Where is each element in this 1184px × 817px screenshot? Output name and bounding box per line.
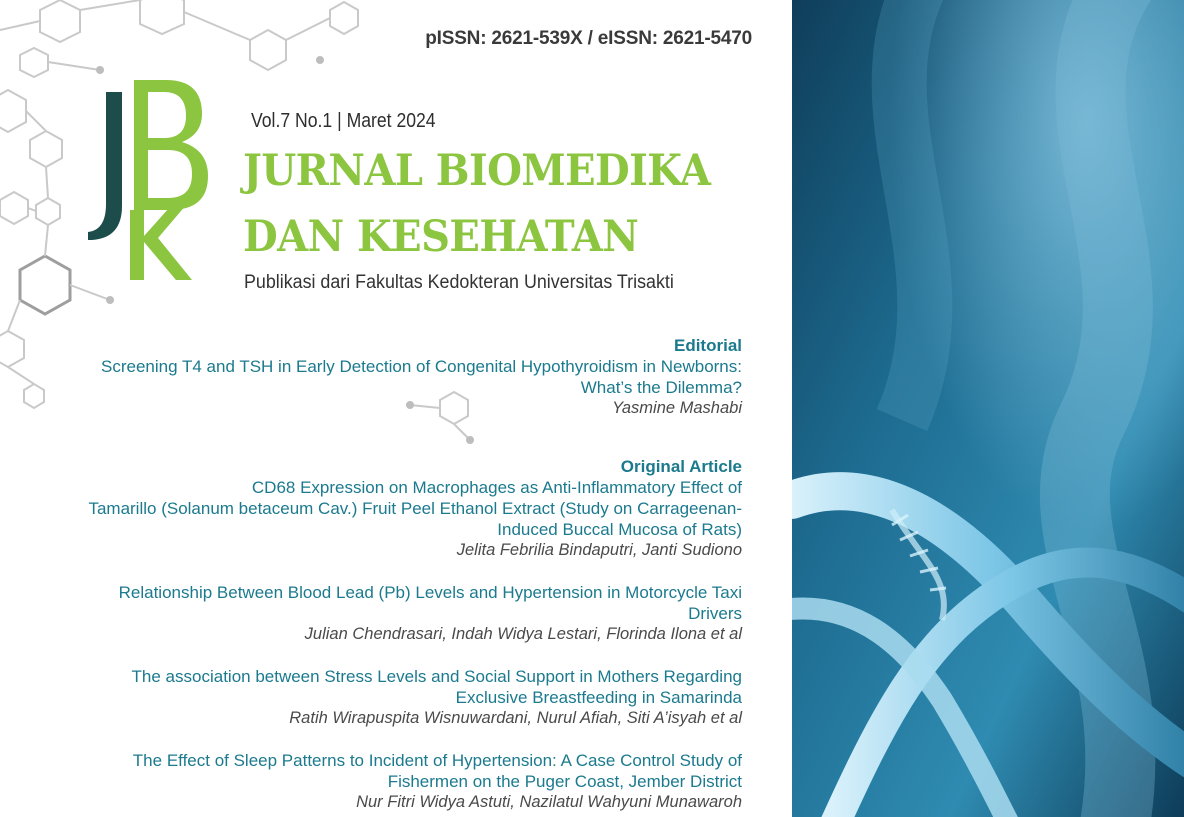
article-entry[interactable] xyxy=(40,477,742,561)
article-title[interactable]: Drivers xyxy=(688,604,742,623)
article-title[interactable]: Exclusive Breastfeeding in Samarinda xyxy=(455,688,742,707)
article-title[interactable]: What’s the Dilemma? xyxy=(580,378,742,397)
dna-helix-image xyxy=(792,0,1184,817)
publisher-line: Publikasi dari Fakultas Kedokteran Universitas Trisakti xyxy=(244,272,674,293)
article-title[interactable]: Relationship Between Blood Lead (Pb) Levels and Hypertension in Motorcycle Taxi xyxy=(118,583,742,602)
toc-editorial xyxy=(40,335,742,440)
section-label-original-article: Original Article xyxy=(620,457,742,476)
journal-title-line2: DAN KESEHATAN xyxy=(243,212,639,262)
article-title[interactable]: Induced Buccal Mucosa of Rats) xyxy=(497,520,742,539)
issn-number: pISSN: 2621-539X / eISSN: 2621-5470 xyxy=(425,28,752,49)
article-authors: Nur Fitri Widya Astuti, Nazilatul Wahyuni Munawaroh xyxy=(356,793,742,811)
article-authors: Yasmine Mashabi xyxy=(612,399,742,417)
article-title[interactable]: CD68 Expression on Macrophages as Anti-Inflammatory Effect of xyxy=(251,478,742,497)
article-title[interactable]: The Effect of Sleep Patterns to Incident of Hypertension: A Case Control Study of xyxy=(132,751,742,770)
article-title[interactable]: The association between Stress Levels and Social Support in Mothers Regarding xyxy=(131,667,742,686)
article-title[interactable]: Tamarillo (Solanum betaceum Cav.) Fruit Peel Ethanol Extract (Study on Carrageenan- xyxy=(88,499,742,518)
article-entry[interactable] xyxy=(40,666,742,729)
article-entry[interactable] xyxy=(40,750,742,813)
article-authors: Jelita Febrilia Bindaputri, Janti Sudiono xyxy=(456,541,742,559)
article-authors: Ratih Wirapuspita Wisnuwardani, Nurul Afiah, Siti A’isyah et al xyxy=(289,709,742,727)
journal-title-line1: JURNAL BIOMEDIKA xyxy=(243,146,711,196)
article-title[interactable]: Screening T4 and TSH in Early Detection of Congenital Hypothyroidism in Newborns: xyxy=(101,357,742,376)
toc-original-article xyxy=(40,456,742,817)
article-authors: Julian Chendrasari, Indah Widya Lestari, Florinda Ilona et al xyxy=(304,625,742,643)
journal-logo xyxy=(78,78,208,283)
article-title[interactable]: Fishermen on the Puger Coast, Jember District xyxy=(387,772,742,791)
section-label-editorial: Editorial xyxy=(673,336,742,355)
volume-info: Vol.7 No.1 | Maret 2024 xyxy=(251,110,436,132)
article-entry[interactable] xyxy=(40,356,742,419)
article-entry[interactable] xyxy=(40,582,742,645)
